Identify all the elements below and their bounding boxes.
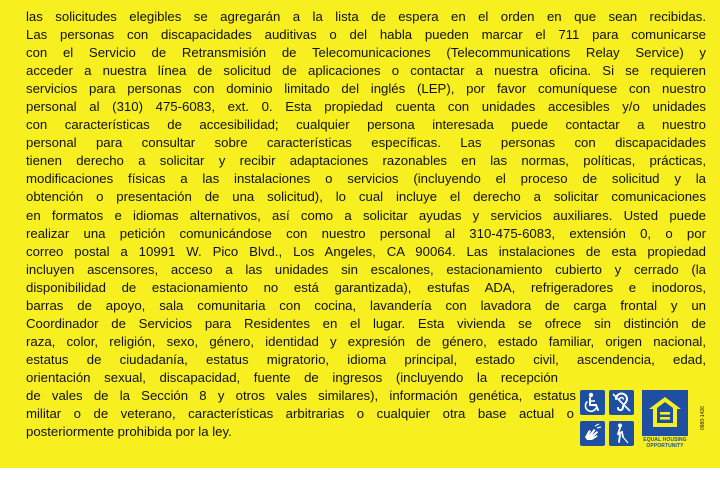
notice-line: correo postal a 10991 W. Pico Blvd., Los Angeles, CA 90064. Las instalaciones de esta propiedad bbox=[26, 243, 706, 259]
hearing-icon bbox=[609, 390, 634, 415]
equal-housing-icon bbox=[640, 388, 690, 438]
accessibility-icons bbox=[580, 388, 690, 450]
notice-line: orientación sexual, discapacidad, fuente de ingresos (incluyendo la recepción bbox=[26, 369, 558, 385]
notice-line: realizar una petición comunicándose con nuestro personal al 310-475-6083, extensión 0, o por bbox=[26, 225, 706, 241]
notice-line: las solicitudes elegibles se agregarán a la lista de espera en el orden en que sean recibidas. bbox=[26, 9, 706, 24]
notice-line: modificaciones físicas a las instalaciones o servicios (incluyendo el proceso de solicitud y la bbox=[26, 171, 706, 187]
low-vision-icon bbox=[609, 421, 634, 446]
wheelchair-icon bbox=[580, 390, 605, 415]
notice-line: en formatos e idiomas alternativos, así como a solicitar ayudas y servicios auxiliares. Usted puede bbox=[26, 207, 706, 223]
notice-line: estatus de ciudadanía, estatus migratorio, idioma principal, estado civil, ascendencia, edad, bbox=[26, 351, 706, 367]
notice-line: obtención o presentación de una solicitud), lo cual incluye el derecho a solicitar comunicaciones bbox=[26, 189, 706, 205]
notice-line: Coordinador de Servicios para Residentes en el lugar. Esta vivienda se ofrece sin distinción de bbox=[26, 315, 706, 331]
notice-line: personal para consultar sobre características específicas. Las personas con discapacidades bbox=[26, 135, 706, 151]
notice-line: raza, color, religión, sexo, género, identidad y expresión de género, estado familiar, origen nacional, bbox=[26, 333, 706, 349]
notice-line: con características de accesibilidad; cualquier persona interesada puede contactar a nuestro bbox=[26, 117, 706, 133]
equal-housing-logo bbox=[640, 388, 690, 450]
notice-line: posteriormente prohibida por la ley. bbox=[26, 424, 232, 440]
notice-line: militar o de veterano, características arbitrarias o cualquier otra base actual o bbox=[26, 406, 574, 422]
document-code: 0980-1426 bbox=[700, 406, 706, 430]
notice-line: incluyen ascensores, acceso a las unidades sin escalones, estacionamiento cubierto y cerrado (la bbox=[26, 261, 706, 277]
notice-line: Las personas con discapacidades auditivas o del habla pueden marcar el 711 para comunicarse bbox=[26, 27, 706, 43]
notice-line: personal al (310) 475-6083, ext. 0. Esta propiedad cuenta con unidades accesibles y/o unidades bbox=[26, 99, 706, 115]
notice-line: acceder a nuestra línea de solicitud de aplicaciones o contactar a nuestra oficina. Si se requieren bbox=[26, 63, 706, 79]
notice-line: con el Servicio de Retransmisión de Telecomunicaciones (Telecommunications Relay Service) y bbox=[26, 45, 706, 61]
sign-language-icon bbox=[580, 421, 605, 446]
notice-line: disponibilidad de estacionamiento no está garantizada), estufas ADA, refrigeradores e inodoros, bbox=[26, 279, 706, 295]
notice-line: barras de apoyo, sala comunitaria con cocina, lavandería con lavadora de carga frontal y un bbox=[26, 297, 706, 313]
notice-line: de vales de la Sección 8 y otros vales similares), información genética, estatus bbox=[26, 387, 576, 403]
notice-line: servicios para personas con dominio limitado del inglés (LEP), por favor comuníquese con nuestro bbox=[26, 81, 706, 97]
notice-line: tienen derecho a solicitar y recibir adaptaciones razonables en las normas, políticas, prácticas, bbox=[26, 153, 706, 169]
equal-housing-caption: EQUAL HOUSING OPPORTUNITY bbox=[643, 437, 687, 449]
notice-body bbox=[26, 8, 706, 441]
